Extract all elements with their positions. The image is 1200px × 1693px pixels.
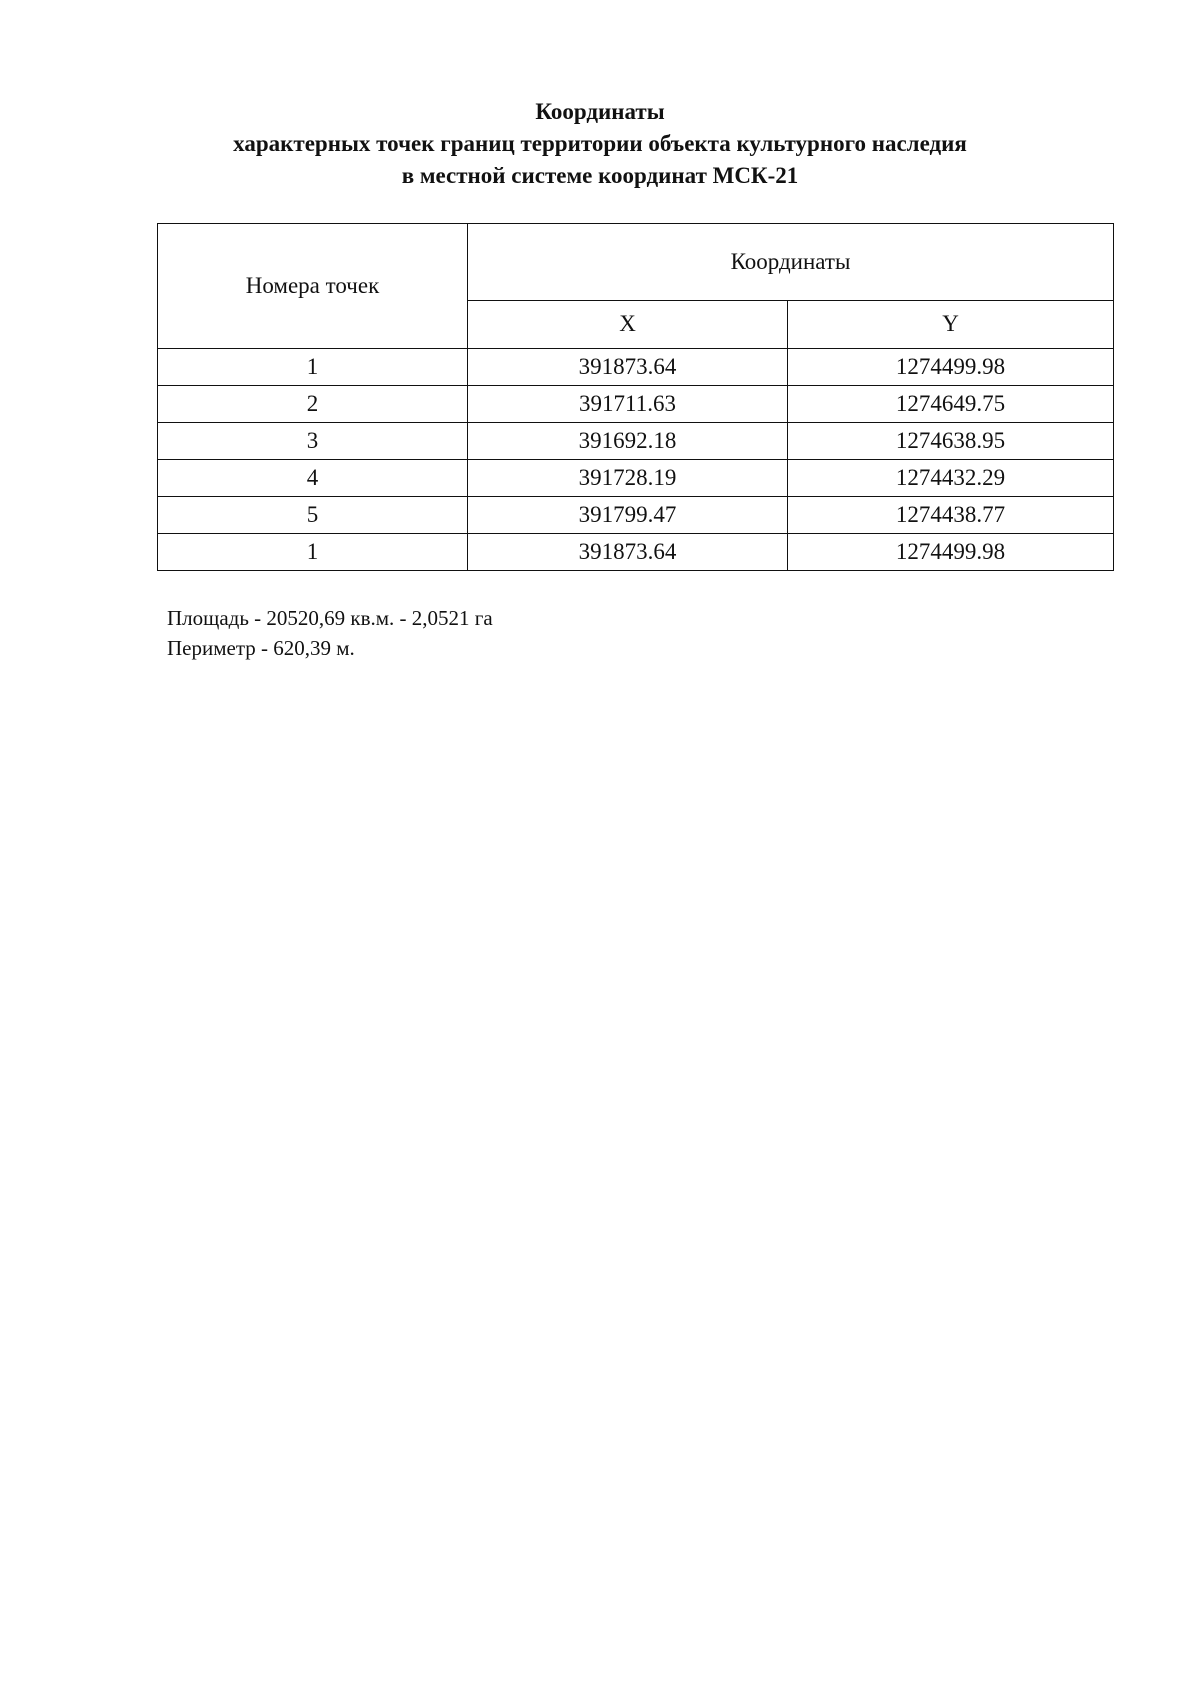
y-cell: 1274499.98: [788, 534, 1114, 571]
header-x: X: [468, 300, 788, 348]
table-row: [158, 386, 1114, 423]
y-cell: 1274638.95: [788, 423, 1114, 460]
point-number-cell: 5: [158, 497, 468, 534]
y-cell: 1274438.77: [788, 497, 1114, 534]
summary-block: [167, 603, 493, 663]
x-cell: 391799.47: [468, 497, 788, 534]
x-cell: 391873.64: [468, 534, 788, 571]
perimeter-text: Периметр - 620,39 м.: [167, 636, 355, 660]
table-row: [158, 423, 1114, 460]
coordinates-table: [157, 223, 1114, 571]
x-cell: 391692.18: [468, 423, 788, 460]
table-row: [158, 534, 1114, 571]
header-point-numbers: Номера точек: [158, 224, 468, 349]
title-line-1: Координаты: [535, 99, 665, 124]
x-cell: 391728.19: [468, 460, 788, 497]
table-row: [158, 349, 1114, 386]
point-number-cell: 1: [158, 349, 468, 386]
x-cell: 391873.64: [468, 349, 788, 386]
point-number-cell: 3: [158, 423, 468, 460]
y-cell: 1274499.98: [788, 349, 1114, 386]
title-line-3: в местной системе координат МСК-21: [401, 163, 799, 188]
y-cell: 1274432.29: [788, 460, 1114, 497]
document-title: [0, 96, 1200, 192]
header-y: Y: [788, 300, 1114, 348]
point-number-cell: 1: [158, 534, 468, 571]
header-coordinates: Координаты: [468, 224, 1114, 301]
point-number-cell: 2: [158, 386, 468, 423]
point-number-cell: 4: [158, 460, 468, 497]
x-cell: 391711.63: [468, 386, 788, 423]
y-cell: 1274649.75: [788, 386, 1114, 423]
title-line-2: характерных точек границ территории объекта культурного наследия: [233, 131, 967, 156]
table-row: [158, 460, 1114, 497]
area-text: Площадь - 20520,69 кв.м. - 2,0521 га: [167, 606, 493, 630]
table-row: [158, 497, 1114, 534]
